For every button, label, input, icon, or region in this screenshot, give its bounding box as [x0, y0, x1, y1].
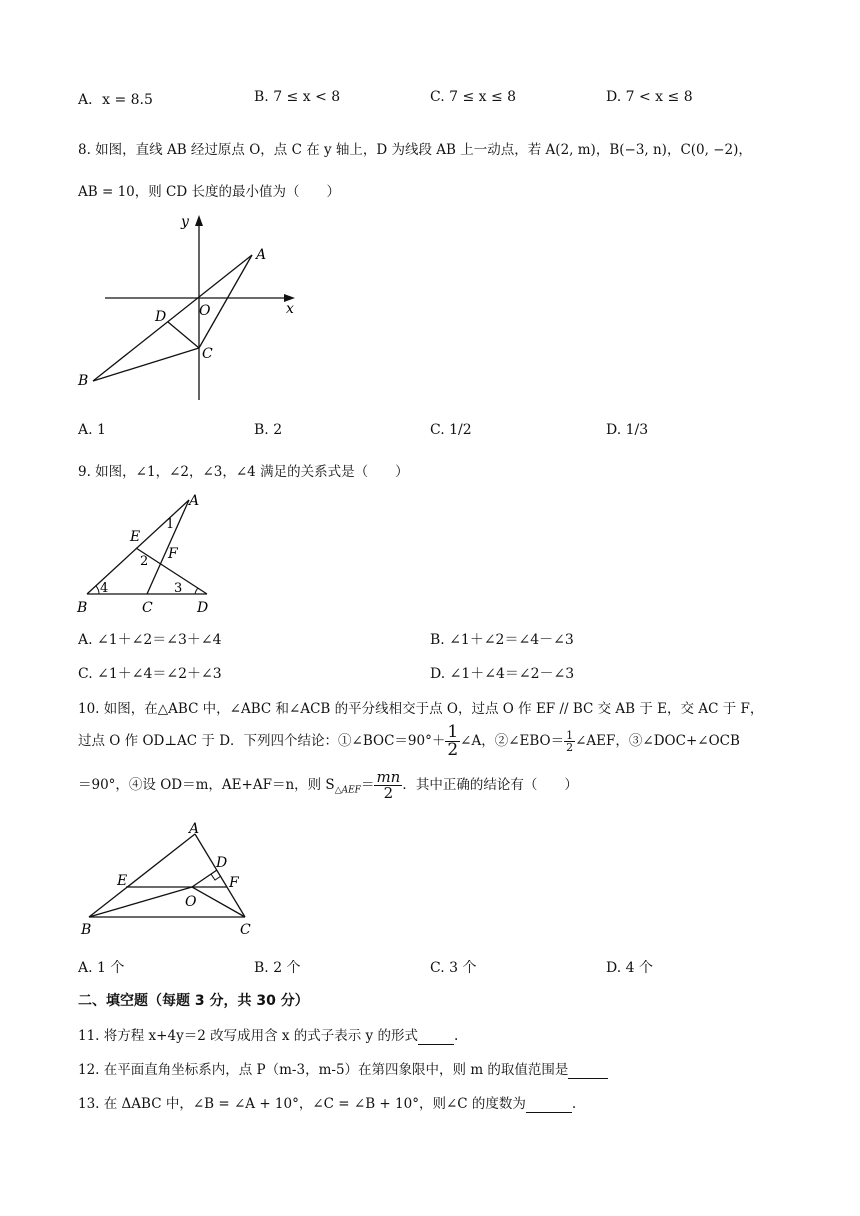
q10-label-e: E [117, 873, 128, 889]
q9-label-d: D [197, 600, 209, 616]
q8-label-y: y [181, 214, 189, 230]
q10-frac-half-2: $\frac{1}{2}$ [566, 729, 574, 754]
q10-label-o: O [185, 894, 197, 910]
q10-option-b: B. 2 个 [254, 960, 301, 976]
q13-answer-blank[interactable] [526, 1096, 572, 1113]
q9-option-b: B. ∠1＋∠2＝∠4－∠3 [430, 632, 574, 648]
q10-frac-mn: $\frac{mn}{2}$ [376, 768, 401, 802]
q12 [78, 1058, 608, 1079]
q9-label-3: 3 [174, 581, 183, 596]
q10-figure [75, 818, 265, 940]
q9-option-c: C. ∠1＋∠4＝∠2＋∠3 [78, 666, 222, 682]
q9-stem: 9. 如图，∠1，∠2，∠3，∠4 满足的关系式是（ ） [78, 464, 409, 480]
q8-option-c: C. 1/2 [430, 422, 472, 438]
q11 [78, 1024, 458, 1045]
q10-line2-b: ∠A，②∠EBO＝ [460, 733, 565, 749]
q8-figure [75, 205, 310, 405]
q8-label-d: D [155, 309, 167, 325]
q8-label-a: A [256, 247, 267, 263]
q9-label-4: 4 [100, 581, 109, 596]
q9-label-2: 2 [140, 554, 149, 569]
section-title: 二、填空题（每题 3 分，共 30 分） [78, 993, 309, 1009]
q10-option-c: C. 3 个 [430, 960, 477, 976]
q10-label-a: A [189, 821, 200, 837]
q12-answer-blank[interactable] [568, 1062, 608, 1079]
q10-line2-a: 过点 O 作 OD⊥AC 于 D．下列四个结论：①∠BOC＝90°＋ [78, 733, 446, 749]
q8-option-b: B. 2 [254, 422, 283, 438]
q10-line3-b: ＝ [360, 777, 375, 793]
q8-stem-line1: 8. 如图，直线 AB 经过原点 O，点 C 在 y 轴上，D 为线段 AB 上一动点，若 A(2, m)，B(−3, n)，C(0, −2)， [78, 142, 752, 158]
q13-text: 13. 在 ΔABC 中，∠B = ∠A + 10°，∠C = ∠B + 10°，则∠C 的度数为 [78, 1096, 526, 1112]
q10-label-f: F [229, 875, 239, 891]
q8-option-d: D. 1/3 [606, 422, 649, 438]
q8-stem-line2: AB = 10，则 CD 长度的最小值为（ ） [78, 184, 340, 200]
q8-label-x: x [286, 301, 294, 317]
q10-label-d: D [216, 855, 228, 871]
q7-option-d: D. 7 < x ≤ 8 [606, 89, 693, 105]
q13-end: . [571, 1096, 577, 1112]
q7-option-c: C. 7 ≤ x ≤ 8 [430, 89, 517, 105]
q9-figure [75, 488, 225, 616]
q9-label-a: A [189, 493, 200, 509]
q8-label-b: B [78, 373, 89, 389]
q7-option-a: A．x = 8.5 [78, 92, 153, 108]
q10-line2-c: ∠AEF，③∠DOC+∠OCB [575, 733, 740, 749]
q9-label-f: F [168, 546, 178, 562]
q10-line3 [78, 770, 578, 801]
q9-option-d: D. ∠1＋∠4＝∠2－∠3 [430, 666, 575, 682]
q10-line2 [78, 724, 740, 759]
q11-text: 11. 将方程 x+4y＝2 改写成用含 x 的式子表示 y 的形式 [78, 1028, 418, 1044]
q11-answer-blank[interactable] [418, 1028, 454, 1045]
q13 [78, 1092, 576, 1113]
q10-line3-a: ＝90°，④设 OD＝m，AE+AF＝n，则 S [78, 777, 335, 793]
q10-label-b: B [81, 922, 92, 938]
q9-label-c: C [142, 600, 153, 616]
q9-label-b: B [77, 600, 88, 616]
q9-option-a: A. ∠1＋∠2＝∠3＋∠4 [78, 632, 222, 648]
q8-label-c: C [202, 346, 213, 362]
q10-line3-c: ．其中正确的结论有（ ） [402, 777, 578, 793]
q9-label-1: 1 [166, 517, 175, 532]
q7-option-b: B. 7 ≤ x < 8 [254, 89, 341, 105]
q10-option-a: A. 1 个 [78, 960, 125, 976]
q10-line3-sub: △AEF [334, 785, 361, 796]
q9-label-e: E [130, 529, 141, 545]
q10-label-c: C [240, 922, 251, 938]
q8-option-a: A. 1 [78, 422, 106, 438]
q12-text: 12. 在平面直角坐标系内，点 P（m-3，m-5）在第四象限中，则 m 的取值范围是 [78, 1062, 569, 1078]
q10-option-d: D. 4 个 [606, 960, 653, 976]
q10-frac-half-1: $\frac{1}{2}$ [447, 722, 459, 760]
q8-label-o: O [199, 303, 211, 319]
q10-line1: 10. 如图，在△ABC 中，∠ABC 和∠ACB 的平分线相交于点 O，过点 O 作 EF // BC 交 AB 于 E，交 AC 于 F， [78, 701, 764, 717]
q11-end: . [453, 1028, 459, 1044]
